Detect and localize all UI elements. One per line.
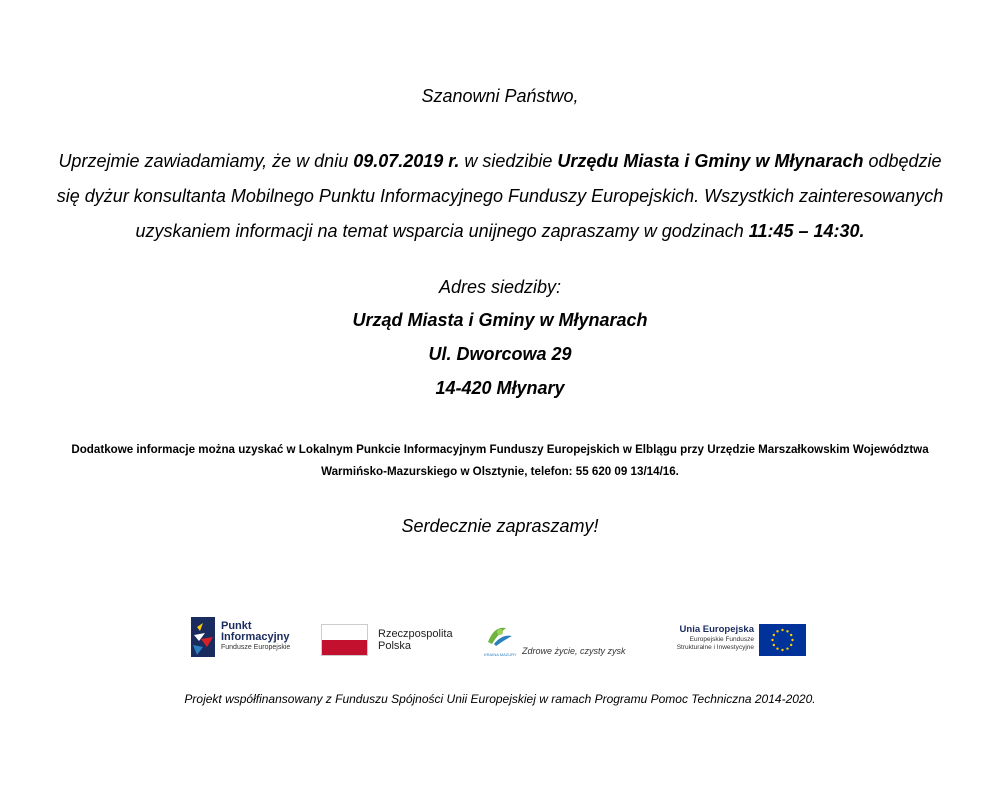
eu-star [790, 634, 792, 636]
meeting-date: 09.07.2019 r. [353, 151, 460, 171]
fundusze-line2: Informacyjny [221, 631, 290, 643]
address-heading: Adres siedziby: [438, 277, 562, 297]
office-name: Urzędu Miasta i Gminy w Młynarach [557, 151, 864, 171]
fundusze-text [221, 621, 290, 652]
fundusze-line3: Fundusze Europejskie [221, 644, 291, 651]
body-line-2: się dyżur konsultanta Mobilnego Punktu Informacyjnego Funduszy Europejskich. Wszystkich zainteresowanych [56, 186, 944, 206]
fundusze-line1: Punkt [221, 620, 252, 632]
rp-line1: Rzeczpospolita [378, 628, 453, 640]
eu-flag-icon [759, 624, 806, 656]
body-line-1 [0, 151, 1000, 172]
eu-star [781, 629, 783, 631]
address-city: 14-420 Młynary [435, 378, 565, 398]
ml-slogan: Zdrowe życie, czysty zysk [522, 646, 626, 656]
eu-line2: Europejskie Fundusze [689, 636, 754, 643]
polish-flag-icon [321, 624, 368, 656]
address-office: Urząd Miasta i Gminy w Młynarach [352, 310, 648, 330]
eu-star [786, 630, 788, 632]
eu-star [791, 639, 793, 641]
info-line-1: Dodatkowe informacje można uzyskać w Lokalnym Punkcie Informacyjnym Funduszy Europejskich w Elblągu przy Urzędzie Marszałkowskim Województwa [71, 443, 929, 456]
eu-star [773, 644, 775, 646]
closing: Serdecznie zapraszamy! [401, 516, 599, 536]
greeting: Szanowni Państwo, [421, 86, 579, 106]
eu-text [656, 624, 754, 652]
eu-star [771, 639, 773, 641]
address-street: Ul. Dworcowa 29 [428, 344, 572, 364]
body-text: Uprzejmie zawiadamiamy, że w dniu [58, 151, 354, 171]
eu-line3: Strukturalne i Inwestycyjne [676, 644, 754, 651]
eu-star [776, 647, 778, 649]
info-line-2: Warmińsko-Mazurskiego w Olsztynie, telefon: 55 620 09 13/14/16. [321, 465, 679, 478]
footer-note: Projekt współfinansowany z Funduszu Spójności Unii Europejskiej w ramach Programu Pomoc Techniczna 2014-2020. [184, 692, 816, 706]
warmia-mazury-logo [484, 624, 634, 660]
ml-small-text: KRAINA MAZURY [484, 652, 517, 657]
rp-line2: Polska [378, 640, 412, 652]
eu-star [776, 630, 778, 632]
eu-star [786, 647, 788, 649]
fundusze-stars-icon [191, 617, 215, 657]
rzeczpospolita-text [378, 628, 453, 652]
body-text: uzyskaniem informacji na temat wsparcia unijnego zapraszamy w godzinach [135, 221, 749, 241]
leaf-swirl-icon [484, 624, 516, 652]
meeting-hours: 11:45 – 14:30. [748, 221, 865, 241]
eu-star [773, 634, 775, 636]
eu-star [781, 649, 783, 651]
body-line-3 [0, 221, 1000, 242]
fundusze-europejskie-logo [191, 617, 301, 661]
eu-star [790, 644, 792, 646]
body-text: w siedzibie [459, 151, 558, 171]
eu-logo [656, 624, 806, 658]
body-text: odbędzie [863, 151, 942, 171]
rzeczpospolita-logo [321, 622, 461, 658]
eu-line1: Unia Europejska [679, 624, 754, 635]
